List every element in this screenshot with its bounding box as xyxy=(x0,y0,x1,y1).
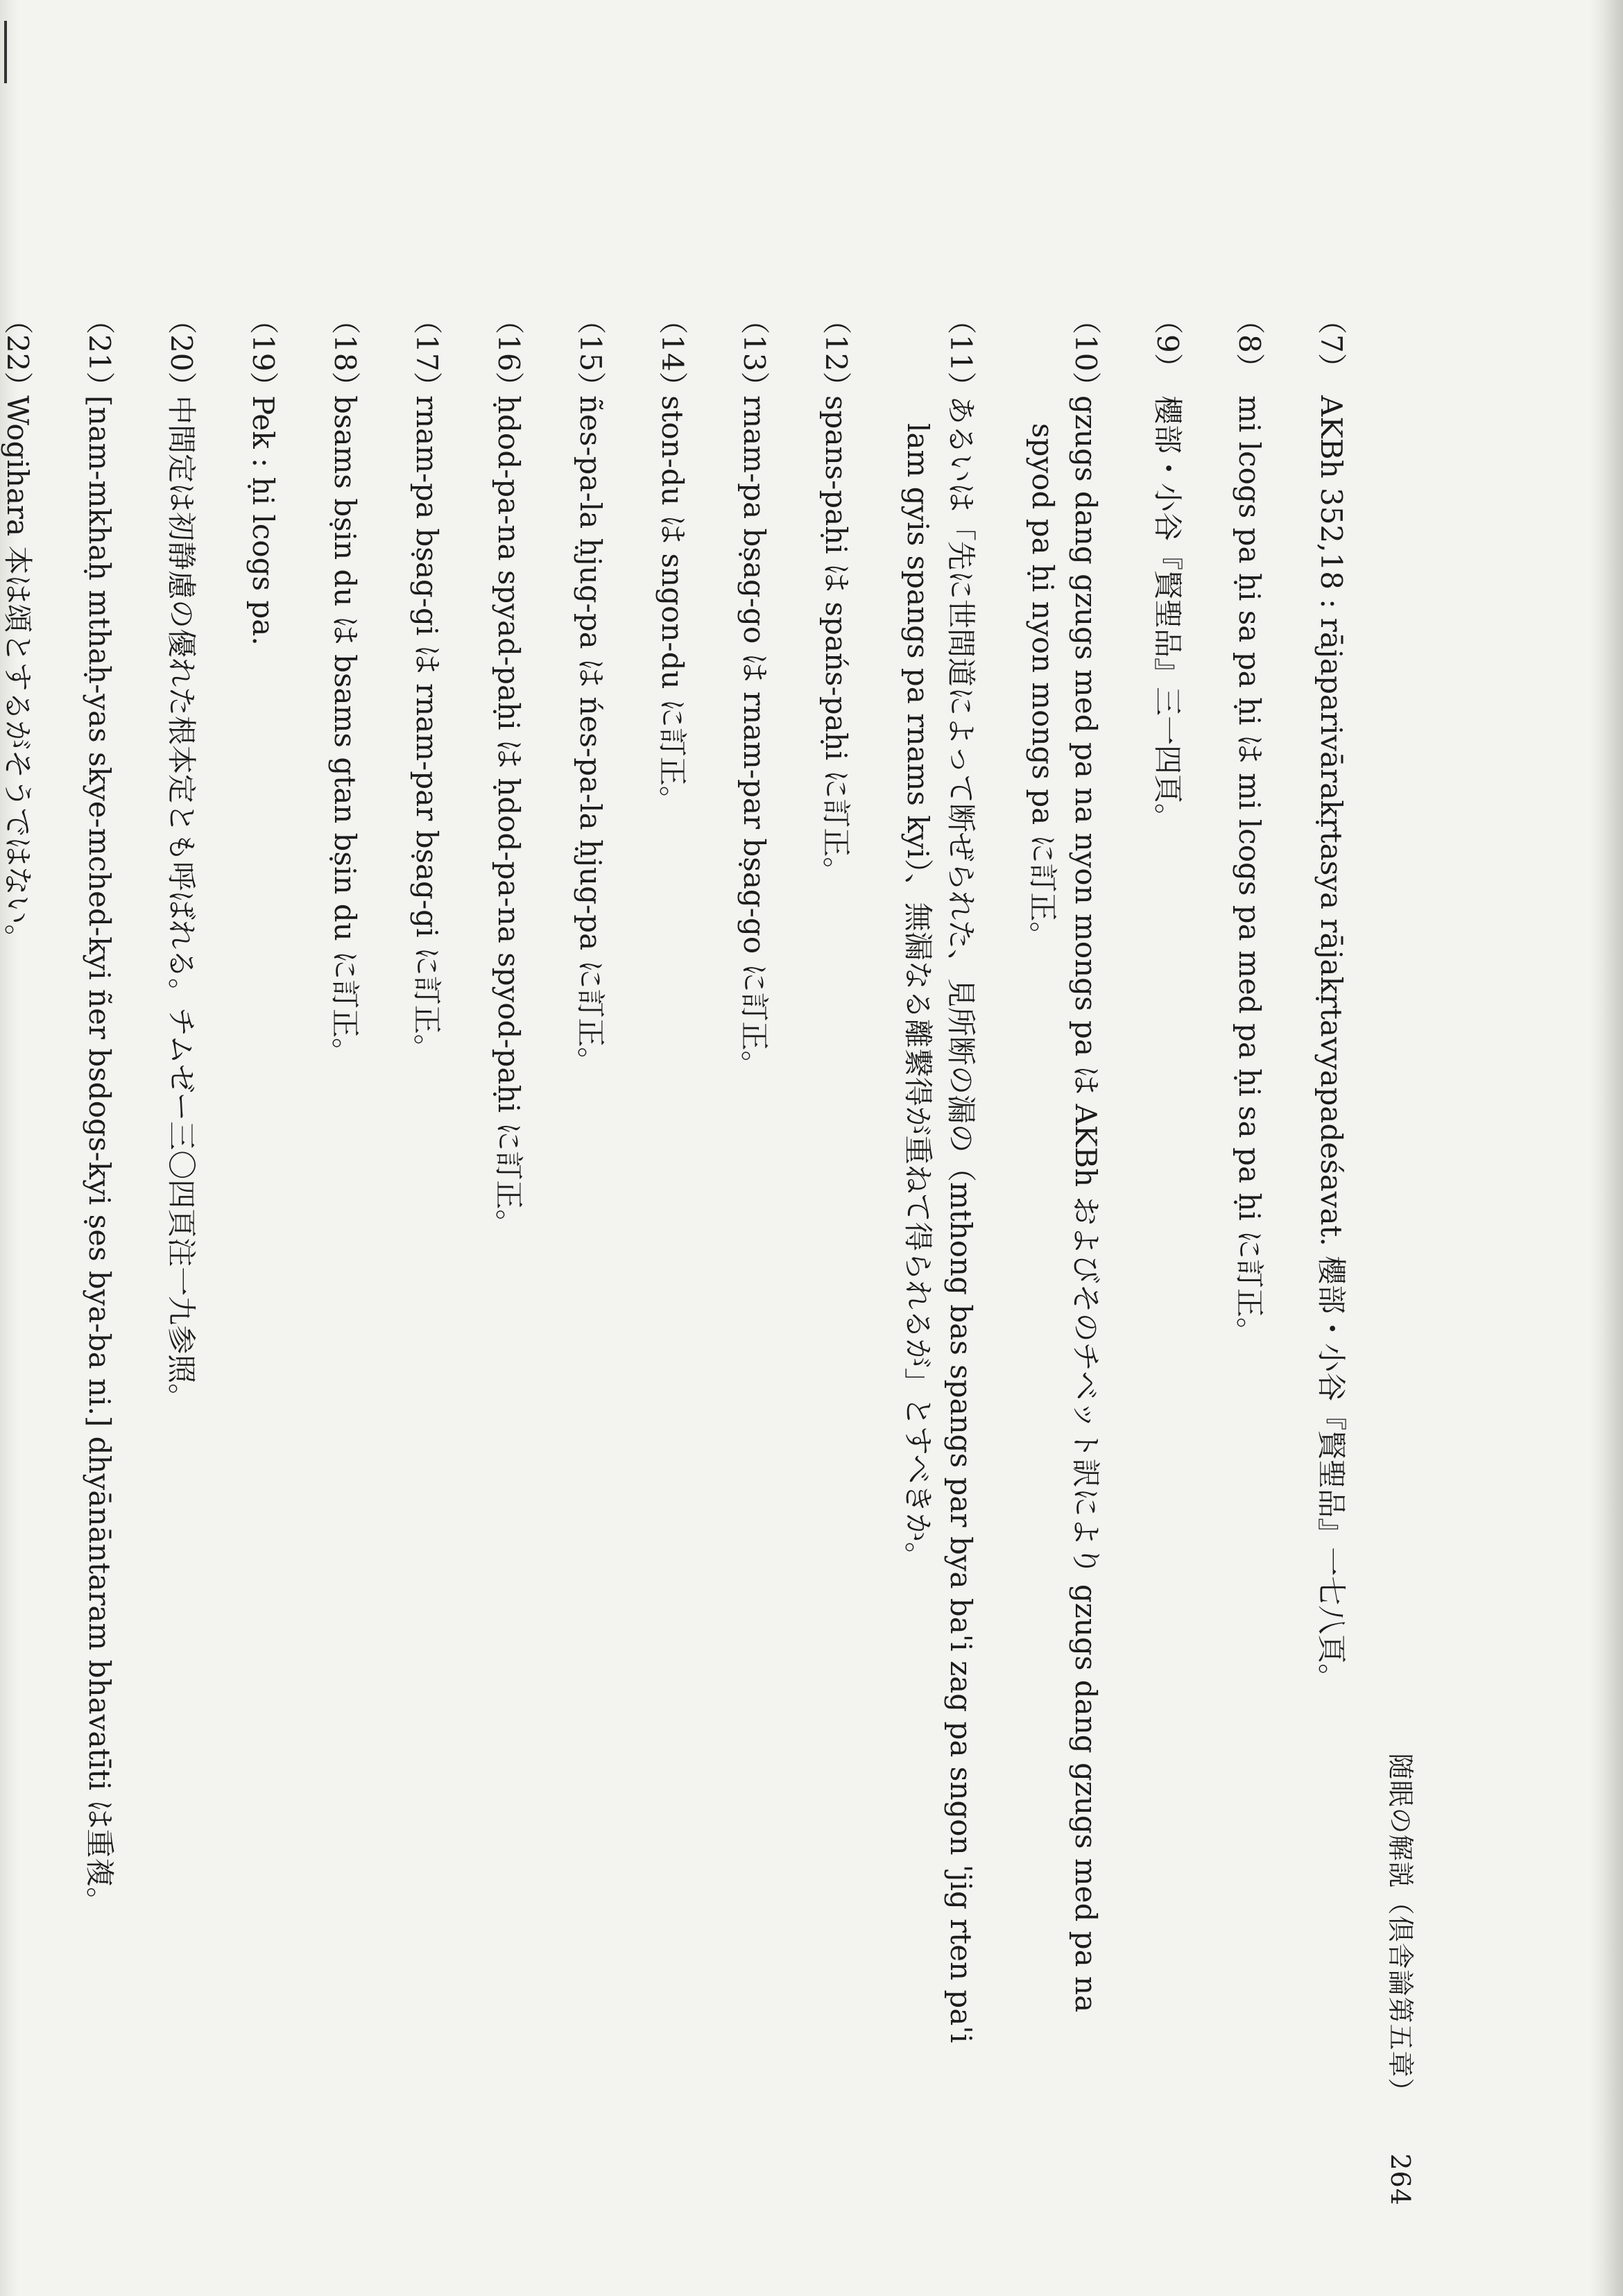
note-text: spans-paḥi は spańs-paḥi に訂正。 xyxy=(819,395,853,886)
page-number: 264 xyxy=(1385,2153,1416,2206)
endnote-18 xyxy=(323,305,366,2234)
endnote-10 xyxy=(1021,305,1107,2234)
note-number: （17） xyxy=(410,305,444,401)
note-number: （15） xyxy=(574,305,608,401)
endnote-15 xyxy=(569,305,612,2234)
running-title: 随眠の解説（倶舎論第五章） xyxy=(1385,1753,1416,2105)
note-number: （13） xyxy=(737,305,771,401)
note-text: gzugs dang gzugs med pa na nyon mongs pa は AKBh およびそのチベット訳により gzugs dang gzugs med pa na xyxy=(1069,395,1103,2013)
rotated-page xyxy=(1,305,1422,2234)
endnote-19 xyxy=(241,305,284,2234)
note-number: （20） xyxy=(164,305,198,401)
note-number: （22） xyxy=(1,305,35,401)
endnote-22 xyxy=(0,305,39,2234)
endnote-9 xyxy=(1146,305,1189,2234)
endnote-20 xyxy=(160,305,203,2234)
endnote-7 xyxy=(1309,305,1352,2234)
note-continuation: lam gyis spangs pa rnams kyi）、無漏なる離繋得が重ねて得られるが」とすべきか。 xyxy=(901,423,935,1571)
note-text: mi lcogs pa ḥi sa pa ḥi は mi lcogs pa med pa ḥi sa pa ḥi に訂正。 xyxy=(1233,395,1266,1347)
endnote-11 xyxy=(896,305,982,2234)
note-text: ston-du は sngon-du に訂正。 xyxy=(655,395,689,815)
endnotes-list xyxy=(0,305,1352,2234)
note-text: 中間定は初静慮の優れた根本定とも呼ばれる。チムゼー三〇四頁注一九参照。 xyxy=(164,395,198,1413)
endnote-12 xyxy=(814,305,857,2234)
endnote-21 xyxy=(78,305,121,2234)
note-number: （11） xyxy=(944,305,978,401)
note-number: （12） xyxy=(819,305,853,401)
note-text: rnam-pa bṣag-go は rnam-par bṣag-go に訂正。 xyxy=(737,395,771,1080)
note-text: あるいは「先に世間道によって断ぜられた、見所断の漏の（mthong bas spangs par bya ba'i zag pa sngon 'jig rten pa'i xyxy=(944,395,978,2044)
note-text: AKBh 352,18 : rājaparivārakṛtasya rājakṛtavyapadeśavat. 櫻部・小谷『賢聖品』一七八頁。 xyxy=(1314,395,1348,1693)
note-text: Pek : ḥi lcogs pa. xyxy=(246,395,280,646)
endnote-17 xyxy=(405,305,448,2234)
note-text: Wogihara 本は頌とするがそうではない。 xyxy=(1,395,35,954)
note-number: （21） xyxy=(83,305,117,401)
endnote-16 xyxy=(487,305,530,2234)
note-text: ḥdod-pa-na spyad-paḥi は ḥdod-pa-na spyod-paḥi に訂正。 xyxy=(492,395,526,1239)
note-continuation: spyod pa ḥi nyon mongs pa に訂正。 xyxy=(1026,423,1060,951)
note-number: （8） xyxy=(1233,305,1266,382)
scan-edge-right xyxy=(1590,0,1623,2296)
note-text: rnam-pa bṣag-gi は rnam-par bṣag-gi に訂正。 xyxy=(410,395,444,1063)
note-text: [nam-mkhaḥ mthaḥ-yas skye-mched-kyi ñer bsdogs-kyi ṣes bya-ba ni.] dhyānāntaram bhavatīti は重複。 xyxy=(83,395,117,1917)
note-number: （10） xyxy=(1069,305,1103,401)
running-header xyxy=(1359,305,1422,2234)
note-number: （18） xyxy=(328,305,362,401)
note-number: （19） xyxy=(246,305,280,401)
endnote-13 xyxy=(732,305,775,2234)
note-number: （7） xyxy=(1314,305,1348,382)
note-number: （16） xyxy=(492,305,526,401)
endnote-14 xyxy=(651,305,694,2234)
note-text: ñes-pa-la ḥjug-pa は ńes-pa-la ḥjug-pa に訂正。 xyxy=(574,395,608,1077)
note-number: （9） xyxy=(1151,305,1185,382)
note-text: 櫻部・小谷『賢聖品』三一四頁。 xyxy=(1151,395,1185,833)
endnote-8 xyxy=(1228,305,1271,2234)
note-text: bsams bṣin du は bsams gtan bṣin du に訂正。 xyxy=(328,395,362,1068)
corner-mark xyxy=(4,21,7,83)
note-number: （14） xyxy=(655,305,689,401)
